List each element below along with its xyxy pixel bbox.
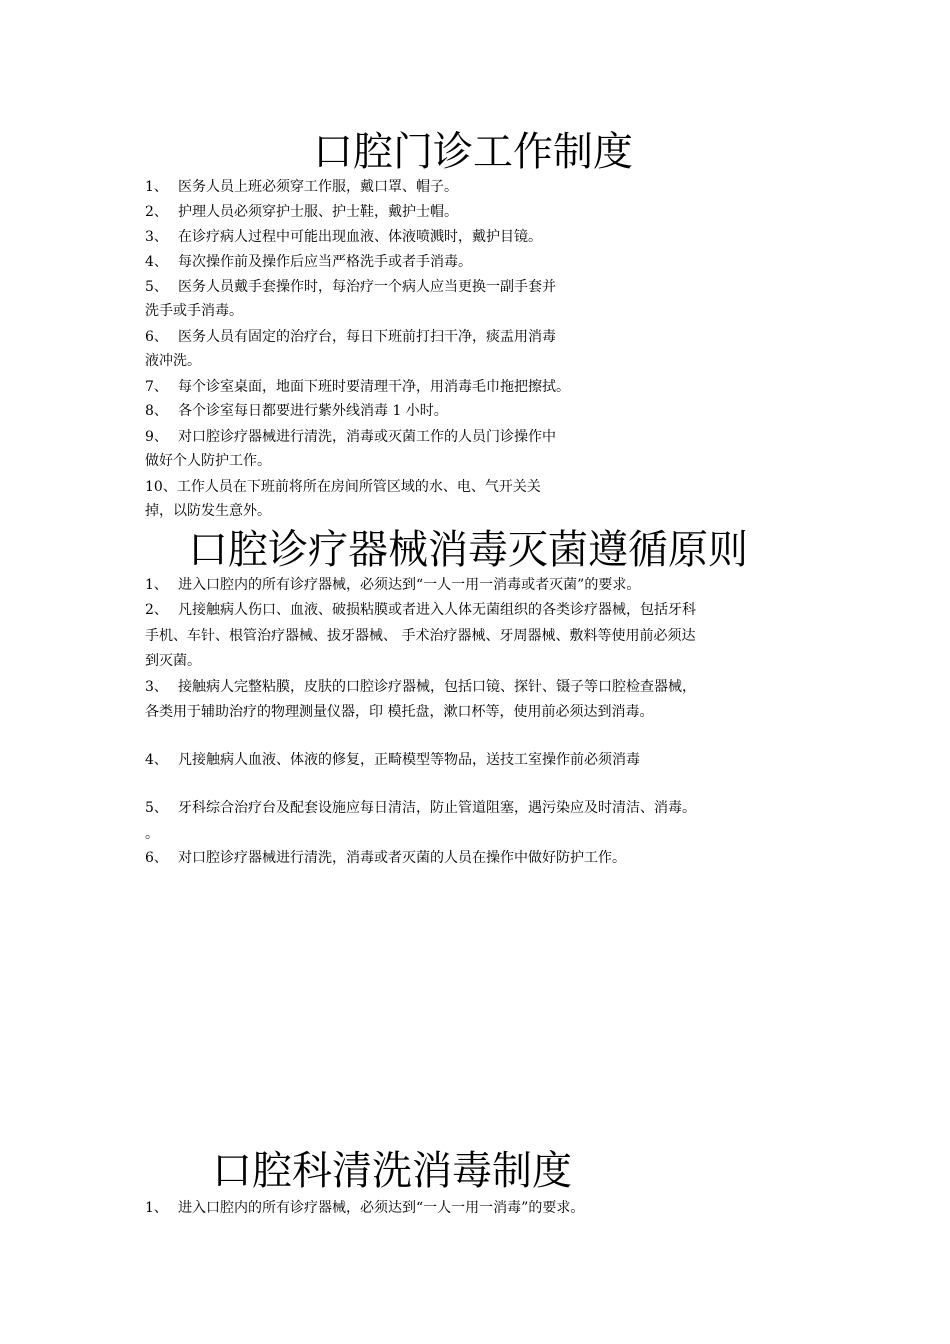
section2-item-4 [145, 750, 640, 770]
item-number: 5、 [145, 279, 168, 295]
section1-item-9 [145, 427, 556, 447]
section2-item-2-cont-1 [145, 626, 695, 646]
item-text: 牙科综合治疗台及配套设施应每日清洁，防止管道阻塞，遇污染应及时清洁、消毒。 [178, 800, 696, 816]
item-text: 对口腔诊疗器械进行清洗，消毒或者灭菌的人员在操作中做好防护工作。 [178, 850, 626, 866]
section2-item-2-cont-2 [145, 651, 201, 671]
item-number: 5、 [145, 800, 168, 816]
item-text: 做好个人防护工作。 [145, 453, 271, 469]
item-number: 9、 [145, 429, 168, 445]
section1-item-8 [145, 401, 448, 421]
section2-item-2 [145, 600, 696, 620]
item-number: 4、 [145, 752, 168, 768]
item-text: 洗手或手消毒。 [145, 303, 243, 319]
item-number: 6、 [145, 850, 168, 866]
section2-item-1 [145, 575, 640, 595]
section1-item-7 [145, 377, 570, 397]
section1-item-4 [145, 252, 472, 272]
item-text: 各类用于辅助治疗的物理测量仪器，印 模托盘，漱口杯等，使用前必须达到消毒。 [145, 704, 654, 720]
item-text: 工作人员在下班前将所在房间所管区域的水、电、气开关关 [176, 479, 541, 495]
section2-item-5-cont-1 [145, 824, 159, 844]
item-number: 1、 [145, 1200, 168, 1216]
item-number: 8、 [145, 403, 168, 419]
item-text: 医务人员有固定的治疗台，每日下班前打扫干净，痰盂用消毒 [178, 329, 556, 345]
item-text: 护理人员必须穿护士服、护士鞋，戴护士帽。 [178, 204, 458, 220]
section1-item-5-cont-1 [145, 301, 243, 321]
section1-item-10 [145, 477, 541, 497]
section2-item-5 [145, 798, 696, 818]
item-number: 2、 [145, 204, 168, 220]
item-number: 7、 [145, 379, 168, 395]
item-text: 。 [145, 826, 159, 842]
item-number: 1、 [145, 577, 168, 593]
item-number: 6、 [145, 329, 168, 345]
section1-item-10-cont-1 [145, 501, 271, 521]
item-text: 接触病人完整粘膜，皮肤的口腔诊疗器械，包括口镜、探针、镊子等口腔检查器械， [178, 679, 696, 695]
item-text: 手机、车针、根管治疗器械、拔牙器械、 手术治疗器械、牙周器械、敷料等使用前必须达 [145, 628, 696, 644]
section2-item-3-cont-1 [145, 702, 653, 722]
item-text: 液冲洗。 [145, 353, 201, 369]
item-text: 医务人员上班必须穿工作服，戴口罩、帽子。 [178, 179, 458, 195]
item-text: 凡接触病人血液、体液的修复，正畸模型等物品，送技工室操作前必须消毒 [178, 752, 640, 768]
section1-item-1 [145, 177, 458, 197]
item-text: 各个诊室每日都要进行紫外线消毒 1 小时。 [178, 403, 448, 419]
item-number: 3、 [145, 679, 168, 695]
item-text: 掉，以防发生意外。 [145, 503, 271, 519]
item-text: 凡接触病人伤口、血液、破损粘膜或者进入人体无菌组织的各类诊疗器械，包括牙科 [178, 602, 696, 618]
item-text: 每次操作前及操作后应当严格洗手或者手消毒。 [178, 254, 472, 270]
item-text: 进入口腔内的所有诊疗器械，必须达到“一人一用一消毒或者灭菌”的要求。 [178, 577, 641, 593]
section1-item-2 [145, 202, 458, 222]
section1-item-6-cont-1 [145, 351, 201, 371]
section1-title: 口腔门诊工作制度 [313, 129, 633, 175]
item-text: 进入口腔内的所有诊疗器械，必须达到“一人一用一消毒”的要求。 [178, 1200, 585, 1216]
item-text: 每个诊室桌面，地面下班时要清理干净，用消毒毛巾拖把擦拭。 [178, 379, 570, 395]
item-number: 1、 [145, 179, 168, 195]
item-text: 医务人员戴手套操作时，每治疗一个病人应当更换一副手套并 [178, 279, 556, 295]
item-text: 对口腔诊疗器械进行清洗，消毒或灭菌工作的人员门诊操作中 [178, 429, 556, 445]
section3-item-1 [145, 1198, 584, 1218]
item-text: 到灭菌。 [145, 653, 201, 669]
section2-item-3 [145, 677, 696, 697]
section1-item-5 [145, 277, 556, 297]
section1-item-3 [145, 227, 542, 247]
section1-item-9-cont-1 [145, 451, 271, 471]
item-number: 4、 [145, 254, 168, 270]
item-number: 10、 [145, 479, 177, 495]
section2-item-6 [145, 848, 626, 868]
item-number: 2、 [145, 602, 168, 618]
section3-title: 口腔科清洗消毒制度 [212, 1148, 572, 1194]
item-text: 在诊疗病人过程中可能出现血液、体液喷溅时，戴护目镜。 [178, 229, 542, 245]
section2-title: 口腔诊疗器械消毒灭菌遵循原则 [188, 527, 748, 573]
section1-item-6 [145, 327, 556, 347]
item-number: 3、 [145, 229, 168, 245]
